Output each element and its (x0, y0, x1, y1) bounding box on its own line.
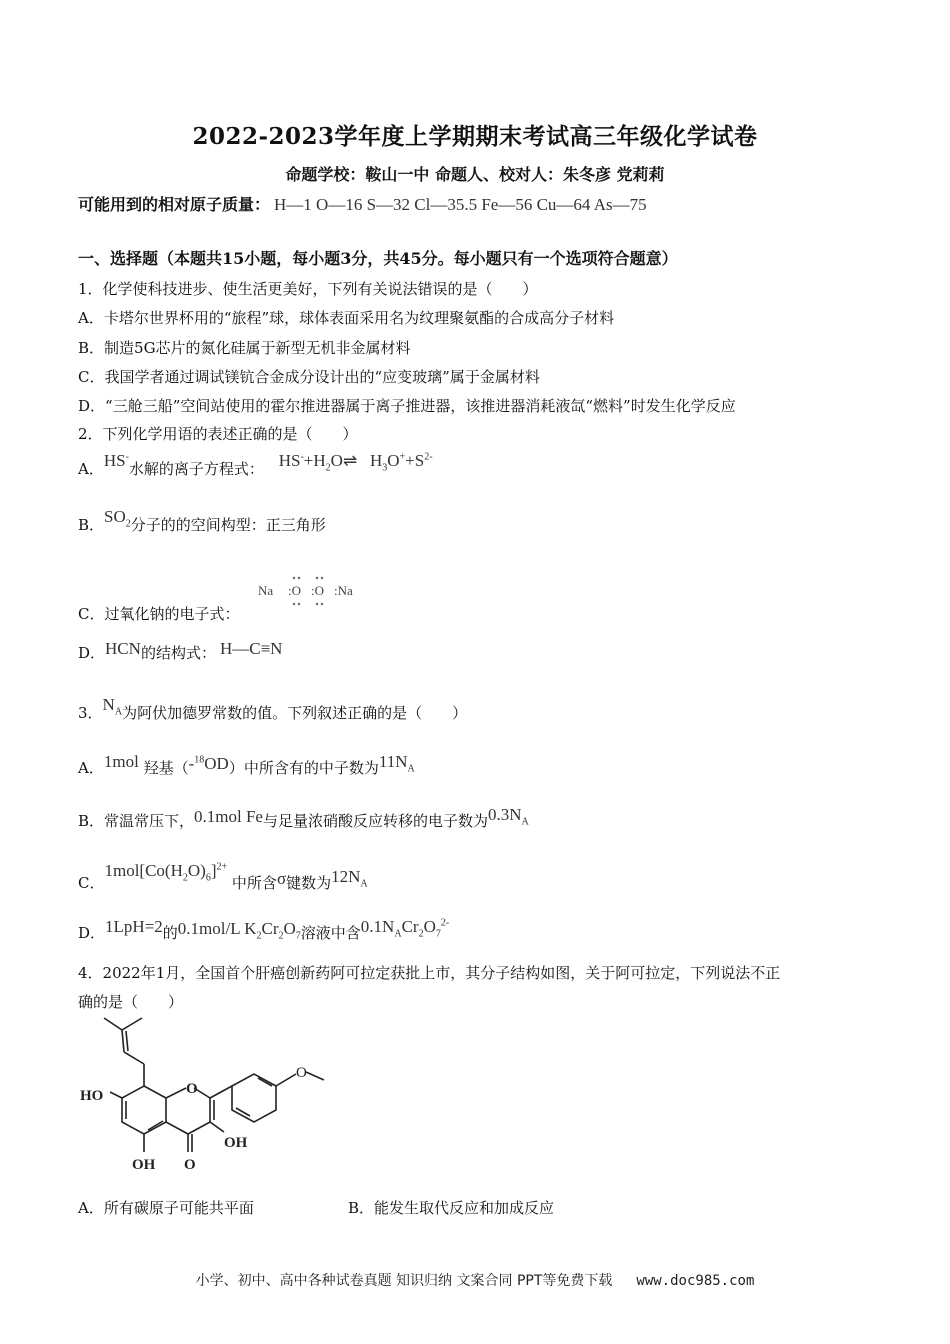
lewis-structure-na2o2 (258, 570, 368, 610)
formula-na: $N_A$ (102, 695, 123, 718)
svg-text::O: :O (311, 583, 324, 598)
methoxy-oxygen-label: O (296, 1065, 307, 1081)
q3-stem: 3．$N_A$为阿伏加德罗常数的值。下列叙述正确的是（ ） (78, 695, 468, 722)
structure-label-ho-left: HO (80, 1088, 104, 1104)
q1-stem: 1．化学使科技进步、使生活更美好，下列有关说法错误的是（ ） (78, 280, 538, 298)
formula-hcn-structure: H—C≡N (219, 639, 283, 658)
q2-option-b: B．$SO_2$分子的的空间构型：正三角形 (78, 507, 326, 534)
formula-hcn: HCN (105, 639, 141, 658)
icaritin-structure (74, 1014, 334, 1184)
q1-option-d: D．“三舱三船”空间站使用的霍尔推进器属于离子推进器，该推进器消耗液氙“燃料”时发生化学反应 (78, 397, 736, 415)
footer-url[interactable]: www.doc985.com (636, 1273, 755, 1289)
formula-hs: HS- (103, 451, 129, 470)
q4-option-b: B．能发生取代反应和加成反应 (348, 1199, 555, 1217)
svg-text::Na: :Na (334, 583, 353, 598)
page-title: 2022-2023学年度上学期期末考试高三年级化学试卷 (192, 123, 758, 150)
structure-label-oh-right: OH (224, 1135, 248, 1151)
page-footer (0, 1270, 950, 1290)
ring-oxygen-label: O (186, 1081, 198, 1097)
q4-stem-line1: 4．2022年1月，全国首个肝癌创新药阿可拉定获批上市，其分子结构如图，关于阿可拉定，下列说法不正 (78, 964, 781, 982)
q2-stem: 2．下列化学用语的表述正确的是（ ） (78, 425, 358, 443)
q3-option-c: C．$1mol[Co(H_2O)_6]^{2+}$ 中所含σ键数为$12N_A$ (78, 861, 368, 892)
structure-label-oh-bottom: OH (132, 1157, 156, 1173)
q1-option-a: A．卡塔尔世界杯用的“旅程”球，球体表面采用名为纹理聚氨酯的合成高分子材料 (78, 309, 615, 327)
q2-option-c: C．过氧化钠的电子式： (78, 605, 240, 623)
q3-option-a: A．1mol 羟基（-$^{18}$OD）中所含有的中子数为$11N_A$ (78, 752, 415, 777)
exam-credits: 命题学校：鞍山一中 命题人、校对人：朱冬彦 党莉莉 (285, 165, 665, 184)
q4-stem-line2: 确的是（ ） (78, 993, 184, 1011)
q3-option-b: B．常温常压下，0.1mol Fe与足量浓硝酸反应转移的电子数为$0.3N_A$ (78, 805, 529, 830)
atomic-mass-values: H—1 O—16 S—32 Cl—35.5 Fe—56 Cu—64 As—75 (274, 195, 647, 214)
q3-option-d: D．1LpH=2的0.1mol/L $K_2Cr_2O_7$溶液中含$0.1N_ACr_2O_7^{2-}$ (78, 917, 450, 942)
footer-text: 小学、初中、高中各种试卷真题 知识归纳 文案合同 PPT等免费下载 (195, 1273, 613, 1289)
atomic-mass-label: 可能用到的相对原子质量： (78, 195, 271, 214)
q2-option-d: D．HCN的结构式： H—C≡N (78, 639, 283, 662)
q1-option-b: B．制造5G芯片的氮化硅属于新型无机非金属材料 (78, 339, 411, 357)
q4-option-a: A．所有碳原子可能共平面 (78, 1199, 254, 1217)
atomic-mass-line (78, 192, 647, 215)
formula-so2: $SO_2$ (104, 507, 131, 530)
structure-label-carbonyl-o: O (184, 1157, 196, 1173)
section-heading: 一、选择题（本题共15小题，每小题3分，共45分。每小题只有一个选项符合题意） (78, 249, 678, 268)
svg-text:Na: Na (258, 583, 274, 598)
formula-hydrolysis-equation: $HS^-+H_2O\rightleftharpoons$ $H_3O^++S^{2-}$ (278, 451, 433, 474)
q2-option-a: A．HS-水解的离子方程式： $HS^-+H_2O\rightleftharpoons$ $H_3O^++S^{2-}$ (78, 451, 433, 478)
svg-text::O: :O (288, 583, 301, 598)
q1-option-c: C．我国学者通过调试镁钪合金成分设计出的“应变玻璃”属于金属材料 (78, 368, 540, 386)
